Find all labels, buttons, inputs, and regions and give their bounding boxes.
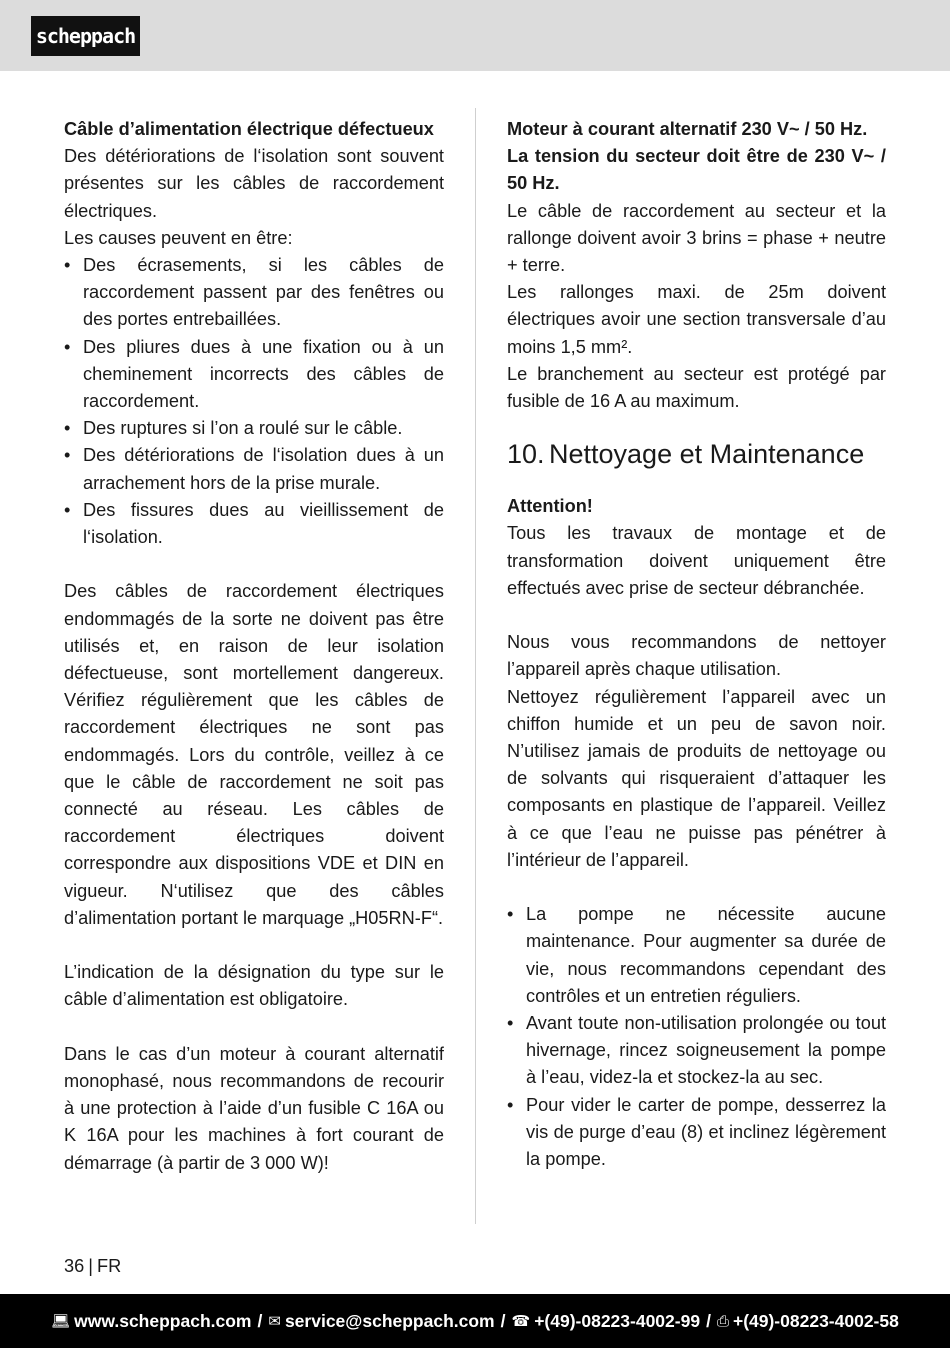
fax-number: +(49)-08223-4002-58	[732, 1310, 899, 1331]
section-title-text: Nettoyage et Maintenance	[549, 439, 865, 470]
page-header	[0, 0, 950, 71]
fax-icon: ⎙	[716, 1312, 729, 1330]
list-item: • Des détériorations de l‘isolation dues à un arrachement hors de la prise murale.	[64, 442, 444, 496]
list-item: • Des fissures dues au vieillissement de l‘isolation.	[64, 497, 444, 551]
website-link[interactable]: www.scheppach.com	[74, 1310, 252, 1331]
page-language: FR	[96, 1256, 122, 1276]
list-item: • Pour vider le carter de pompe, desserrez la vis de purge d’eau (8) et inclinez légèrement la pompe.	[507, 1092, 886, 1174]
list-item: • Avant toute non-utilisation prolongée ou tout hivernage, rincez soigneusement la pompe à l’eau, videz-la et stockez-la au sec.	[507, 1010, 886, 1092]
paragraph: Le branchement au secteur est protégé par fusible de 16 A au maximum.	[507, 363, 886, 412]
paragraph: Tous les travaux de montage et de transformation doivent uniquement être effectués avec prise de secteur débranchée.	[507, 523, 886, 598]
paragraph: Des détériorations de l‘isolation sont souvent présentes sur les câbles de raccordement électriques.	[64, 146, 444, 221]
phone-number: +(49)-08223-4002-99	[534, 1310, 701, 1331]
right-column	[507, 116, 886, 1173]
list-item: • La pompe ne nécessite aucune maintenance. Pour augmenter sa durée de vie, nous recommandons cependant des contrôles et un entretien réguliers.	[507, 901, 886, 1010]
list-item: • Des écrasements, si les câbles de raccordement passent par des fenêtres ou des portes entrebaillées.	[64, 252, 444, 334]
computer-icon: 💻︎	[51, 1312, 71, 1330]
page-number: 36 | FR	[64, 1256, 122, 1276]
envelope-icon: ✉	[268, 1312, 281, 1330]
paragraph: Des câbles de raccordement électriques endommagés de la sorte ne doivent pas être utilisés et, en raison de leur isolation défectueuse, sont mortellement dangereux. Vérifiez régulièrement que les câbles de raccordement électriques ne sont pas endommagés. Lors du contrôle, veillez à ce que le câble de raccordement ne soit pas connecté au réseau. Les câbles de raccordement électriques doivent correspondre aux dispositions VDE et DIN en vigueur. N‘utilisez que des câbles d’alimentation portant le marquage „H05RN-F“.	[64, 581, 444, 928]
paragraph: Dans le cas d’un moteur à courant alternatif monophasé, nous recommandons de recourir à une protection à l’aide d’un fusible C 16A ou K 16A pour les machines à fort courant de démarrage (à partir de 3 000 W)!	[64, 1043, 444, 1173]
section-heading-cable: Câble d’alimentation électrique défectueux	[64, 119, 434, 139]
list-item: • Des ruptures si l’on a roulé sur le câble.	[64, 415, 444, 442]
list-item: • Des pliures dues à une fixation ou à un cheminement incorrects des câbles de raccordement.	[64, 334, 444, 416]
voltage-spec: La tension du secteur doit être de 230 V~ / 50 Hz.	[507, 146, 886, 194]
scheppach-logo: scheppach	[31, 16, 140, 56]
section-title	[507, 437, 886, 471]
paragraph: Le câble de raccordement au secteur et la rallonge doivent avoir 3 brins = phase + neutre + terre.	[507, 200, 886, 276]
phone-icon: ☎	[511, 1312, 531, 1330]
email-link[interactable]: service@scheppach.com	[284, 1310, 495, 1331]
paragraph: Nettoyez régulièrement l’appareil avec un chiffon humide et un peu de savon noir. N’utilisez jamais de produits de nettoyage ou de solvants qui risqueraient d’attaquer les composants en plastique de l’appareil. Veillez à ce que l’eau ne puisse pas pénétrer à l’intérieur de l’appareil.	[507, 686, 886, 870]
paragraph: Les causes peuvent en être:	[64, 227, 293, 248]
motor-spec: Moteur à courant alternatif 230 V~ / 50 Hz.	[507, 119, 868, 139]
attention-label: Attention!	[507, 496, 593, 517]
column-divider	[475, 108, 476, 1224]
page-footer: 💻︎ www.scheppach.com / ✉ service@scheppach.com / ☎ +(49)-08223-4002-99 / ⎙ +(49)-08223-4002-58	[0, 1294, 950, 1348]
paragraph: Les rallonges maxi. de 25m doivent électriques avoir une section transversale d’au moins 1,5 mm².	[507, 282, 886, 357]
section-number: 10.	[507, 439, 545, 470]
paragraph: Nous vous recommandons de nettoyer l’appareil après chaque utilisation.	[507, 632, 886, 680]
left-column	[64, 116, 444, 1177]
page-number-value: 36	[64, 1256, 85, 1276]
bullet-list	[64, 252, 444, 551]
bullet-list	[507, 901, 886, 1173]
paragraph: L’indication de la désignation du type sur le câble d’alimentation est obligatoire.	[64, 962, 444, 1010]
